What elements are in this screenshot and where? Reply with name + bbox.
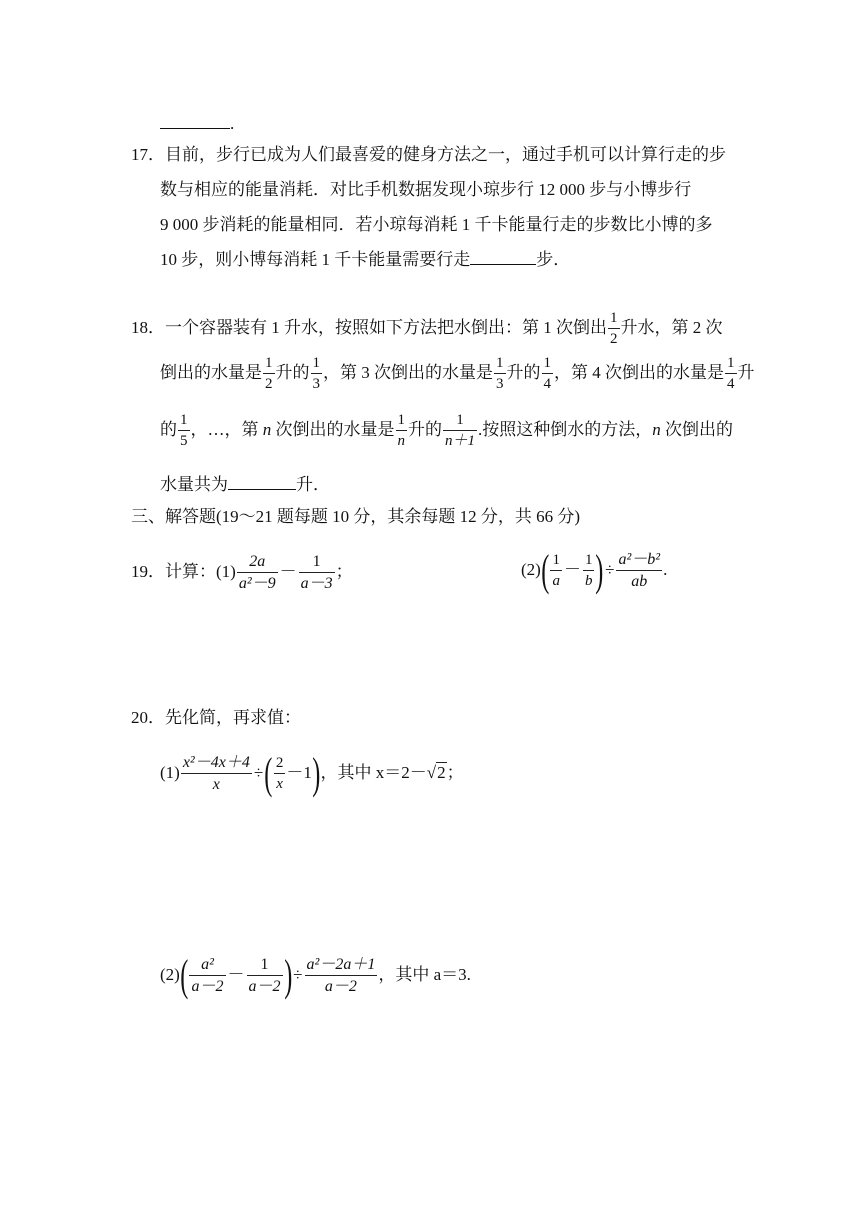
q17-line-1 <box>131 143 726 167</box>
denominator: a－3 <box>300 575 333 593</box>
divide-sign: ÷ <box>253 763 264 782</box>
fraction <box>305 957 378 995</box>
fraction-one-fourth <box>725 356 737 392</box>
section-title: 三、解答题(19～21 题每题 10 分，其余每题 12 分，共 66 分) <box>131 507 581 526</box>
denominator: a－2 <box>191 978 224 996</box>
numerator: 1 <box>443 413 477 431</box>
q18-text: 升水，第 2 次 <box>620 318 723 337</box>
q18-text: 的 <box>160 420 177 439</box>
q17-line-2 <box>160 178 691 202</box>
q19-label: 计算：(1) <box>165 562 236 581</box>
denominator: 3 <box>496 376 504 393</box>
radicand: 2 <box>437 763 446 782</box>
left-paren: ( <box>264 749 273 799</box>
q17-line-3 <box>160 213 713 237</box>
answer-blank[interactable] <box>228 471 296 490</box>
fraction-one-over-n-plus-1 <box>443 413 477 449</box>
q17-text: 步． <box>536 250 571 269</box>
q18-text: 倒出的水量是 <box>160 363 262 382</box>
fraction <box>181 755 252 793</box>
numerator: a² <box>189 957 225 976</box>
question-number: 18． <box>131 318 165 337</box>
fraction-one-third <box>311 356 323 392</box>
semicolon: ； <box>335 562 353 581</box>
fraction <box>616 552 662 590</box>
section-heading <box>131 505 580 529</box>
q17-text: 10 步，则小博每消耗 1 千卡能量需要行走 <box>160 250 471 269</box>
q20-heading <box>131 706 301 730</box>
question-number: 20． <box>131 708 165 727</box>
q18-text: 一个容器装有 1 升水，按照如下方法把水倒出：第 1 次倒出 <box>165 318 607 337</box>
denominator: a－2 <box>248 978 281 996</box>
numerator: 1 <box>311 356 323 374</box>
denominator: a <box>552 573 560 590</box>
q18-line-3 <box>160 408 733 452</box>
answer-blank[interactable] <box>470 246 536 265</box>
right-paren: ) <box>312 749 321 799</box>
numerator: 2a <box>237 554 278 573</box>
minus-sign: － <box>227 965 245 984</box>
fraction-one-half <box>263 356 275 392</box>
part-label: (2) <box>521 560 541 579</box>
numerator: 1 <box>178 413 190 431</box>
numerator: 1 <box>542 356 554 374</box>
minus-one: －1 <box>286 763 312 782</box>
fraction-one-fifth <box>178 413 190 449</box>
q17-text: 目前，步行已成为人们最喜爱的健身方法之一，通过手机可以计算行走的步 <box>165 145 726 164</box>
denominator: n <box>397 433 405 450</box>
condition-text: ，其中 x＝2－ <box>320 763 427 782</box>
q17-text: 数与相应的能量消耗．对比手机数据发现小琼步行 12 000 步与小博步行 <box>160 180 692 199</box>
denominator: a²－9 <box>238 575 276 593</box>
q18-text: 水量共为 <box>160 475 228 494</box>
numerator: 1 <box>299 554 335 573</box>
denominator: 2 <box>265 376 273 393</box>
period: . <box>663 560 668 579</box>
q16-answer-line <box>160 110 234 136</box>
square-root <box>427 745 447 801</box>
q17-line-4 <box>160 246 570 272</box>
variable-n: n <box>262 420 272 439</box>
denominator: x <box>276 776 283 793</box>
q18-line-1 <box>131 306 723 350</box>
numerator: 1 <box>494 356 506 374</box>
fraction-one-fourth <box>542 356 554 392</box>
q18-text: ，第 4 次倒出的水量是 <box>554 363 724 382</box>
q20-part-1 <box>160 745 464 801</box>
q18-text: 升的 <box>275 363 310 382</box>
denominator: n＋1 <box>445 433 476 450</box>
fraction <box>247 957 283 995</box>
numerator: a²－2a＋1 <box>305 957 378 976</box>
q18-text: 升 <box>737 363 755 382</box>
numerator: 1 <box>608 311 620 329</box>
denominator: b <box>584 573 593 590</box>
denominator: 3 <box>312 376 320 393</box>
fraction <box>274 756 286 792</box>
denominator: x <box>212 776 220 794</box>
numerator: 1 <box>725 356 737 374</box>
minus-sign: － <box>279 562 297 581</box>
left-paren: ( <box>541 546 550 596</box>
right-paren: ) <box>595 546 604 596</box>
numerator: 1 <box>583 553 595 571</box>
q18-text: 升的 <box>506 363 541 382</box>
denominator: 4 <box>543 376 551 393</box>
q19-part-1 <box>131 547 353 597</box>
minus-sign: － <box>563 560 581 579</box>
fraction <box>550 553 562 589</box>
numerator: 1 <box>263 356 275 374</box>
right-paren: ) <box>283 951 292 1001</box>
q18-text: 次倒出的水量是 <box>275 420 395 439</box>
answer-blank[interactable] <box>160 110 230 129</box>
numerator: 2 <box>274 756 286 774</box>
part-label: (1) <box>160 763 180 782</box>
divide-sign: ÷ <box>293 965 303 984</box>
denominator: 4 <box>727 376 735 393</box>
fraction-one-over-n <box>396 413 408 449</box>
q18-text: 次倒出的 <box>665 420 734 439</box>
divide-sign: ÷ <box>605 560 615 579</box>
q18-line-2 <box>160 351 755 395</box>
fraction-one-third <box>494 356 506 392</box>
q18-text: 升的 <box>408 420 442 439</box>
numerator: 1 <box>247 957 283 976</box>
radical-sign: √ <box>426 763 437 782</box>
fraction <box>189 957 225 995</box>
semicolon: ； <box>446 763 464 782</box>
denominator: 5 <box>180 433 188 450</box>
q18-text: 升． <box>296 475 330 494</box>
numerator: x²－4x＋4 <box>181 755 252 774</box>
fraction <box>583 553 595 589</box>
q17-text: 9 000 步消耗的能量相同．若小琼每消耗 1 千卡能量行走的步数比小博的多 <box>160 215 713 234</box>
denominator: a－2 <box>324 978 357 996</box>
denominator: ab <box>631 573 648 591</box>
question-number: 19． <box>131 562 165 581</box>
q18-text: ，第 3 次倒出的水量是 <box>323 363 493 382</box>
condition-text: ，其中 a＝3. <box>378 965 471 984</box>
question-number: 17． <box>131 145 165 164</box>
denominator: 2 <box>610 331 618 348</box>
variable-n: n <box>652 420 661 439</box>
q18-text: .按照这种倒水的方法， <box>478 420 653 439</box>
q19-part-2 <box>521 542 667 598</box>
part-label: (2) <box>160 965 180 984</box>
numerator: a²－b² <box>616 552 662 571</box>
numerator: 1 <box>396 413 408 431</box>
q20-part-2 <box>160 945 471 1005</box>
q18-line-4 <box>160 471 330 497</box>
fraction <box>299 554 335 592</box>
fraction <box>237 554 278 592</box>
fraction-one-half <box>608 311 620 347</box>
q18-text: ，…，第 <box>190 420 259 439</box>
q20-title: 先化简，再求值： <box>165 708 301 727</box>
q16-period: . <box>230 114 235 133</box>
left-paren: ( <box>180 951 189 1001</box>
numerator: 1 <box>550 553 562 571</box>
